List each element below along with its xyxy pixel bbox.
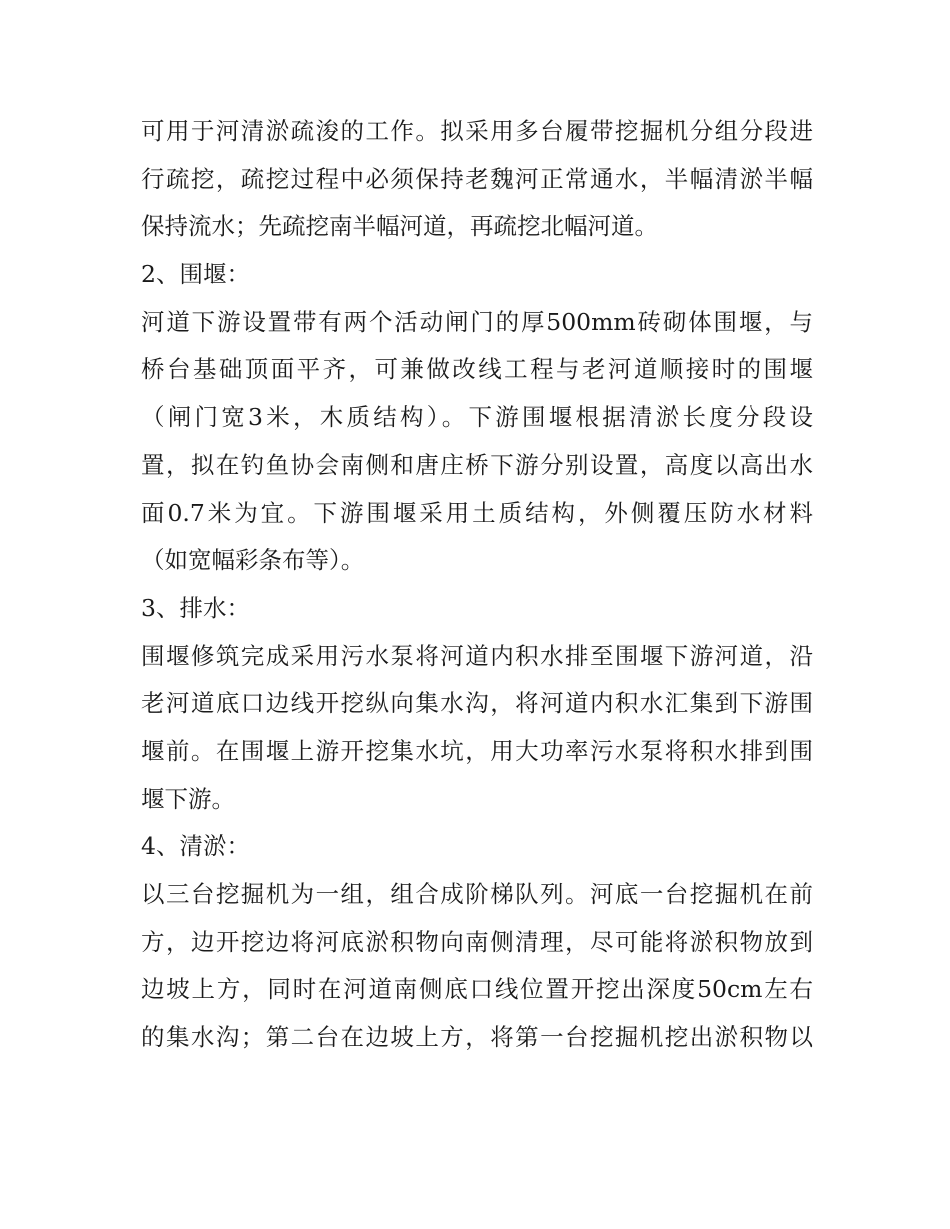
text-line: 桥台基础顶面平齐，可兼做改线工程与老河道顺接时的围堰 <box>141 355 813 384</box>
text-line: 堰下游。 <box>141 784 235 813</box>
text-line: 以三台挖掘机为一组，组合成阶梯队列。河底一台挖掘机在前 <box>141 880 813 908</box>
text-line: 的集水沟；第二台在边坡上方，将第一台挖掘机挖出淤积物以 <box>141 1023 813 1052</box>
text-line: 面0.7米为宜。下游围堰采用土质结构，外侧覆压防水材料 <box>141 498 813 527</box>
text-line: 方，边开挖边将河底淤积物向南侧清理，尽可能将淤积物放到 <box>141 927 813 956</box>
text-line: 可用于河清淤疏浚的工作。拟采用多台履带挖掘机分组分段进 <box>141 117 813 145</box>
text-line: 堰前。在围堰上游开挖集水坑，用大功率污水泵将积水排到围 <box>141 736 813 765</box>
text-line: 边坡上方，同时在河道南侧底口线位置开挖出深度50cm左右 <box>141 975 813 1004</box>
text-line: （如宽幅彩条布等）。 <box>141 546 365 575</box>
text-line: 河道下游设置带有两个活动闸门的厚500mm砖砌体围堰，与 <box>141 307 813 336</box>
section-heading: 4、清淤： <box>141 832 250 861</box>
text-line: 围堰修筑完成采用污水泵将河道内积水排至围堰下游河道，沿 <box>141 641 813 670</box>
text-line: 保持流水；先疏挖南半幅河道，再疏挖北幅河道。 <box>141 212 658 241</box>
text-line: 置，拟在钓鱼协会南侧和唐庄桥下游分别设置，高度以高出水 <box>141 450 813 479</box>
document-body <box>141 108 813 1062</box>
text-line: 行疏挖，疏挖过程中必须保持老魏河正常通水，半幅清淤半幅 <box>141 164 813 193</box>
section-heading: 2、围堰： <box>141 260 250 289</box>
text-line: 老河道底口边线开挖纵向集水沟，将河道内积水汇集到下游围 <box>141 689 813 718</box>
section-heading: 3、排水： <box>141 593 250 622</box>
text-line: （闸门宽3米，木质结构）。下游围堰根据清淤长度分段设 <box>141 403 813 432</box>
